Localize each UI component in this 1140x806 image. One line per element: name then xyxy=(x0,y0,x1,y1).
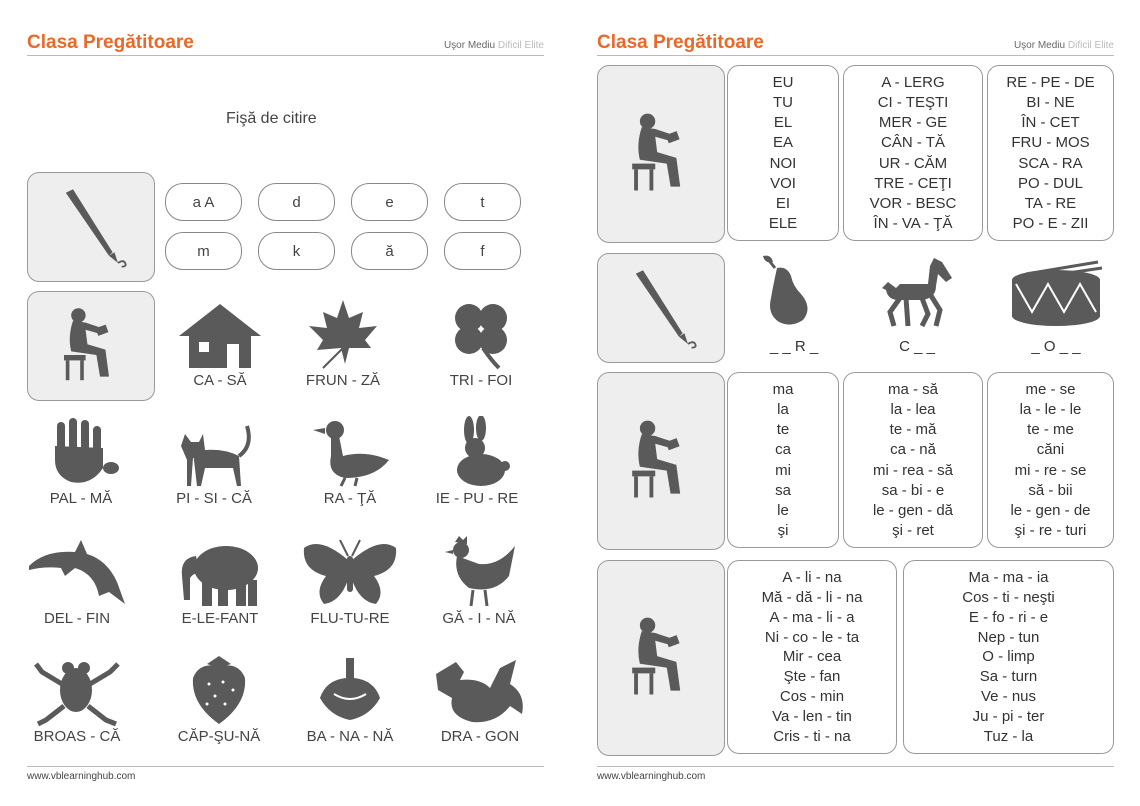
strawberry-icon xyxy=(179,654,259,726)
picture-word-label: RA - ŢĂ xyxy=(323,490,377,507)
syllable: Ju - pi - ter xyxy=(972,708,1045,726)
syllable: ELE xyxy=(768,214,798,232)
syllable: VOR - BESC xyxy=(869,194,957,212)
elephant-icon xyxy=(172,536,268,608)
syllable-column xyxy=(987,372,1114,548)
difficulty-levels xyxy=(1014,40,1114,51)
picture-word-label: GĂ - I - NĂ xyxy=(442,610,516,627)
syllable: TU xyxy=(773,94,793,112)
syllable: la xyxy=(777,401,789,419)
drum-picture xyxy=(1006,260,1106,328)
syllable: EU xyxy=(772,74,794,92)
letter-cloud: t xyxy=(444,183,521,221)
levels-dim: Dificil Elite xyxy=(1067,40,1114,51)
picture-word xyxy=(155,536,285,627)
sheet-title: Fişă de citire xyxy=(226,110,317,127)
letter-cloud: ă xyxy=(351,232,428,270)
picture-word xyxy=(285,654,415,745)
reader-icon xyxy=(613,600,709,716)
brand-title: Clasa Pregătitoare xyxy=(597,32,764,53)
syllable: Nep - tun xyxy=(977,628,1040,646)
header-divider xyxy=(597,55,1114,56)
picture-word-label: DRA - GON xyxy=(440,728,520,745)
banana-icon xyxy=(310,654,390,726)
syllable: CÂN - TĂ xyxy=(881,134,945,152)
syllable: sa - bi - e xyxy=(881,481,945,499)
pear-picture xyxy=(757,252,837,328)
syllable-column xyxy=(843,65,983,241)
horse-icon xyxy=(878,254,958,330)
pen-icon xyxy=(46,182,136,272)
syllable: EI xyxy=(775,194,791,212)
letter-cloud: f xyxy=(444,232,521,270)
syllable: Ma - ma - ia xyxy=(968,568,1049,586)
syllable: EA xyxy=(772,134,793,152)
syllable: şi xyxy=(777,521,789,539)
names-column xyxy=(727,560,897,754)
syllable: te xyxy=(776,421,790,439)
syllable: Cos - ti - neşti xyxy=(962,588,1055,606)
syllable: ÎN - VA - ŢĂ xyxy=(873,214,953,232)
syllable: Cris - ti - na xyxy=(773,728,851,746)
writing-exercise-box xyxy=(597,253,725,363)
syllable: le - gen - dă xyxy=(872,501,954,519)
picture-word-label: DEL - FIN xyxy=(43,610,111,627)
syllable: UR - CĂM xyxy=(878,154,948,172)
syllable-column xyxy=(843,372,983,548)
picture-word xyxy=(415,654,545,745)
clover-icon xyxy=(441,298,521,370)
picture-word xyxy=(155,298,285,389)
syllable-column xyxy=(987,65,1114,241)
letter-cloud: m xyxy=(165,232,242,270)
header-divider xyxy=(27,55,544,56)
syllable: MER - GE xyxy=(878,114,948,132)
reading-exercise-box xyxy=(597,560,725,756)
picture-word-label: CĂP-ŞU-NĂ xyxy=(177,728,261,745)
picture-word-label: E-LE-FANT xyxy=(181,610,259,627)
levels-dim: Dificil Elite xyxy=(497,40,544,51)
syllable: mi - re - se xyxy=(1014,461,1087,479)
syllable: CI - TEŞTI xyxy=(877,94,949,112)
syllable: ca xyxy=(775,441,791,459)
syllable: te - me xyxy=(1027,421,1074,439)
syllable: Mă - dă - li - na xyxy=(761,588,863,606)
reader-icon xyxy=(46,298,136,394)
picture-word-label: TRI - FOI xyxy=(449,372,513,389)
syllable: FRU - MOS xyxy=(1011,134,1090,152)
syllable: la - le - le xyxy=(1019,401,1082,419)
reading-exercise-box xyxy=(27,291,155,401)
butterfly-icon xyxy=(300,536,400,608)
letter-cloud: d xyxy=(258,183,335,221)
syllable: le - gen - de xyxy=(1010,501,1091,519)
syllable: le xyxy=(777,501,789,519)
hand-icon xyxy=(41,416,121,488)
syllable: Cos - min xyxy=(779,688,845,706)
syllable-column xyxy=(727,372,839,548)
blank-word: _ _ R _ xyxy=(769,338,819,355)
syllable: SCA - RA xyxy=(1018,154,1083,172)
picture-word xyxy=(412,416,542,507)
syllable: mi - rea - să xyxy=(872,461,953,479)
syllable: Ni - co - le - ta xyxy=(764,628,860,646)
syllable: Mir - cea xyxy=(782,648,842,666)
syllable: BI - NE xyxy=(1026,94,1075,112)
syllable: RE - PE - DE xyxy=(1006,74,1095,92)
syllable: A - ma - li - a xyxy=(769,608,855,626)
footer-url[interactable]: www.vblearninghub.com xyxy=(597,771,706,782)
picture-word xyxy=(154,654,284,745)
syllable: ma xyxy=(772,381,794,399)
dragon-icon xyxy=(430,654,530,726)
levels-active: Uşor Mediu xyxy=(1013,40,1066,51)
drum-icon xyxy=(1006,260,1106,328)
picture-word xyxy=(414,536,544,627)
syllable: Sa - turn xyxy=(979,668,1038,686)
house-icon xyxy=(175,298,265,370)
syllable: Tuz - la xyxy=(983,728,1034,746)
hen-icon xyxy=(439,536,519,608)
cat-icon xyxy=(169,416,259,488)
syllable: să - bii xyxy=(1028,481,1073,499)
picture-word-label: IE - PU - RE xyxy=(435,490,519,507)
syllable: şi - re - turi xyxy=(1014,521,1087,539)
picture-word xyxy=(16,416,146,507)
reader-icon xyxy=(613,99,709,209)
picture-word-label: BROAS - CĂ xyxy=(33,728,121,745)
syllable: EL xyxy=(773,114,793,132)
rabbit-icon xyxy=(437,416,517,488)
syllable: me - se xyxy=(1025,381,1076,399)
syllable: Ve - nus xyxy=(980,688,1037,706)
syllable: sa xyxy=(775,481,791,499)
levels-active: Uşor Mediu xyxy=(443,40,496,51)
picture-word-label: FRUN - ZĂ xyxy=(305,372,381,389)
pen-icon xyxy=(616,263,706,353)
blank-word: _ O _ _ xyxy=(1031,338,1081,355)
syllable: TRE - CEŢI xyxy=(874,174,952,192)
letter-cloud: e xyxy=(351,183,428,221)
picture-word-label: FLU-TU-RE xyxy=(310,610,390,627)
writing-exercise-box xyxy=(27,172,155,282)
picture-word xyxy=(149,416,279,507)
picture-word-label: BA - NA - NĂ xyxy=(306,728,394,745)
syllable: te - mă xyxy=(889,421,937,439)
syllable: TA - RE xyxy=(1024,194,1077,212)
syllable: căni xyxy=(1036,441,1065,459)
syllable: O - limp xyxy=(982,648,1035,666)
syllable: VOI xyxy=(770,174,796,192)
syllable: ma - să xyxy=(887,381,938,399)
difficulty-levels xyxy=(444,40,544,51)
footer-url[interactable]: www.vblearninghub.com xyxy=(27,771,136,782)
places-column xyxy=(903,560,1114,754)
syllable: E - fo - ri - e xyxy=(968,608,1049,626)
picture-word-label: PI - SI - CĂ xyxy=(176,490,252,507)
syllable: NOI xyxy=(769,154,797,172)
syllable: la - lea xyxy=(890,401,936,419)
syllable: ca - nă xyxy=(890,441,936,459)
picture-word-label: CA - SĂ xyxy=(193,372,247,389)
pear-icon xyxy=(757,252,817,328)
blank-word: C _ _ xyxy=(899,338,935,355)
brand-title: Clasa Pregătitoare xyxy=(27,32,194,53)
syllable-column xyxy=(727,65,839,241)
syllable: mi xyxy=(775,461,791,479)
footer-divider xyxy=(597,766,1114,767)
reading-exercise-box xyxy=(597,65,725,243)
duck-icon xyxy=(305,416,395,488)
picture-word xyxy=(416,298,546,389)
syllable: PO - E - ZII xyxy=(1012,214,1089,232)
picture-word-label: PAL - MĂ xyxy=(49,490,113,507)
reader-icon xyxy=(613,406,709,516)
picture-word xyxy=(285,416,415,507)
letter-cloud: k xyxy=(258,232,335,270)
syllable: Va - len - tin xyxy=(772,708,852,726)
syllable: ÎN - CET xyxy=(1021,114,1080,132)
right-page xyxy=(570,0,1140,806)
picture-word xyxy=(12,654,142,745)
syllable: A - LERG xyxy=(881,74,945,92)
letter-cloud: a A xyxy=(165,183,242,221)
syllable: Şte - fan xyxy=(783,668,841,686)
picture-word xyxy=(285,536,415,627)
syllable: A - li - na xyxy=(782,568,842,586)
syllable: PO - DUL xyxy=(1017,174,1083,192)
reading-exercise-box xyxy=(597,372,725,550)
footer-divider xyxy=(27,766,544,767)
horse-picture xyxy=(878,254,958,330)
maple-leaf-icon xyxy=(303,298,383,370)
picture-word xyxy=(12,536,142,627)
picture-word xyxy=(278,298,408,389)
dolphin-icon xyxy=(25,536,129,608)
syllable: şi - ret xyxy=(892,521,934,539)
frog-icon xyxy=(32,654,122,726)
